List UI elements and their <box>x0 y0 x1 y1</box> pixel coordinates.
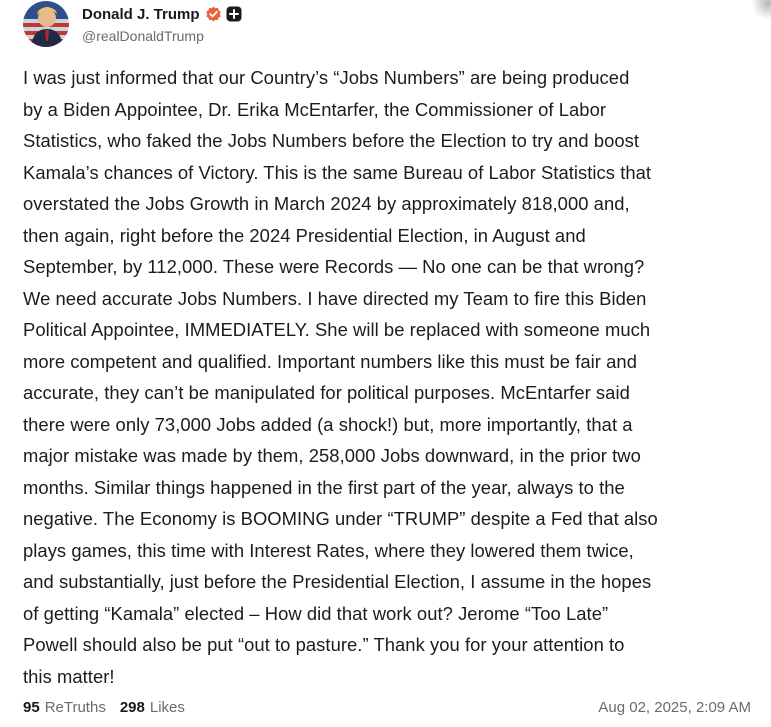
post-footer <box>23 695 751 719</box>
post-body-text: I was just informed that our Country’s “Jobs Numbers” are being produced by a Biden Appointee, Dr. Erika McEntarfer, the Commissioner of Labor Statistics, who faked the Jobs Numbers before the Election to try and boost Kamala’s chances of Victory. This is the same Bureau of Labor Statistics that overstated the Jobs Growth in March 2024 by approximately 818,000 and, then again, right before the 2024 Presidential Election, in August and September, by 112,000. These were Records — No one can be that wrong? We need accurate Jobs Numbers. I have directed my Team to fire this Biden Political Appointee, IMMEDIATELY. She will be replaced with someone much more competent and qualified. Important numbers like this must be fair and accurate, they can’t be manipulated for political purposes. McEntarfer said there were only 73,000 Jobs added (a shock!) but, more importantly, that a major mistake was made by them, 258,000 Jobs downward, in the prior two months. Similar things happened in the first part of the year, always to the negative. The Economy is BOOMING under “TRUMP” despite a Fed that also plays games, this time with Interest Rates, where they lowered them twice, and substantially, just before the Presidential Election, I assume in the hopes of getting “Kamala” elected – How did that work out? Jerome “Too Late” Powell should also be put “out to pasture.” Thank you for your attention to this matter! <box>23 67 658 687</box>
verified-badge-icon <box>205 6 222 23</box>
retruths-stat[interactable] <box>23 699 106 716</box>
plus-badge-icon <box>226 6 242 22</box>
author-block <box>82 3 242 44</box>
likes-count: 298 <box>119 698 145 716</box>
retruths-label: ReTruths <box>44 698 106 716</box>
retruths-count: 95 <box>23 698 40 716</box>
likes-label: Likes <box>149 698 185 716</box>
avatar-image <box>23 1 69 47</box>
corner-shadow <box>751 0 771 20</box>
handle[interactable]: @realDonaldTrump <box>82 28 204 44</box>
display-name[interactable]: Donald J. Trump <box>82 5 200 23</box>
name-row <box>82 3 242 25</box>
likes-stat[interactable] <box>120 699 185 716</box>
avatar[interactable] <box>23 1 69 47</box>
post-timestamp[interactable]: Aug 02, 2025, 2:09 AM <box>598 698 751 716</box>
